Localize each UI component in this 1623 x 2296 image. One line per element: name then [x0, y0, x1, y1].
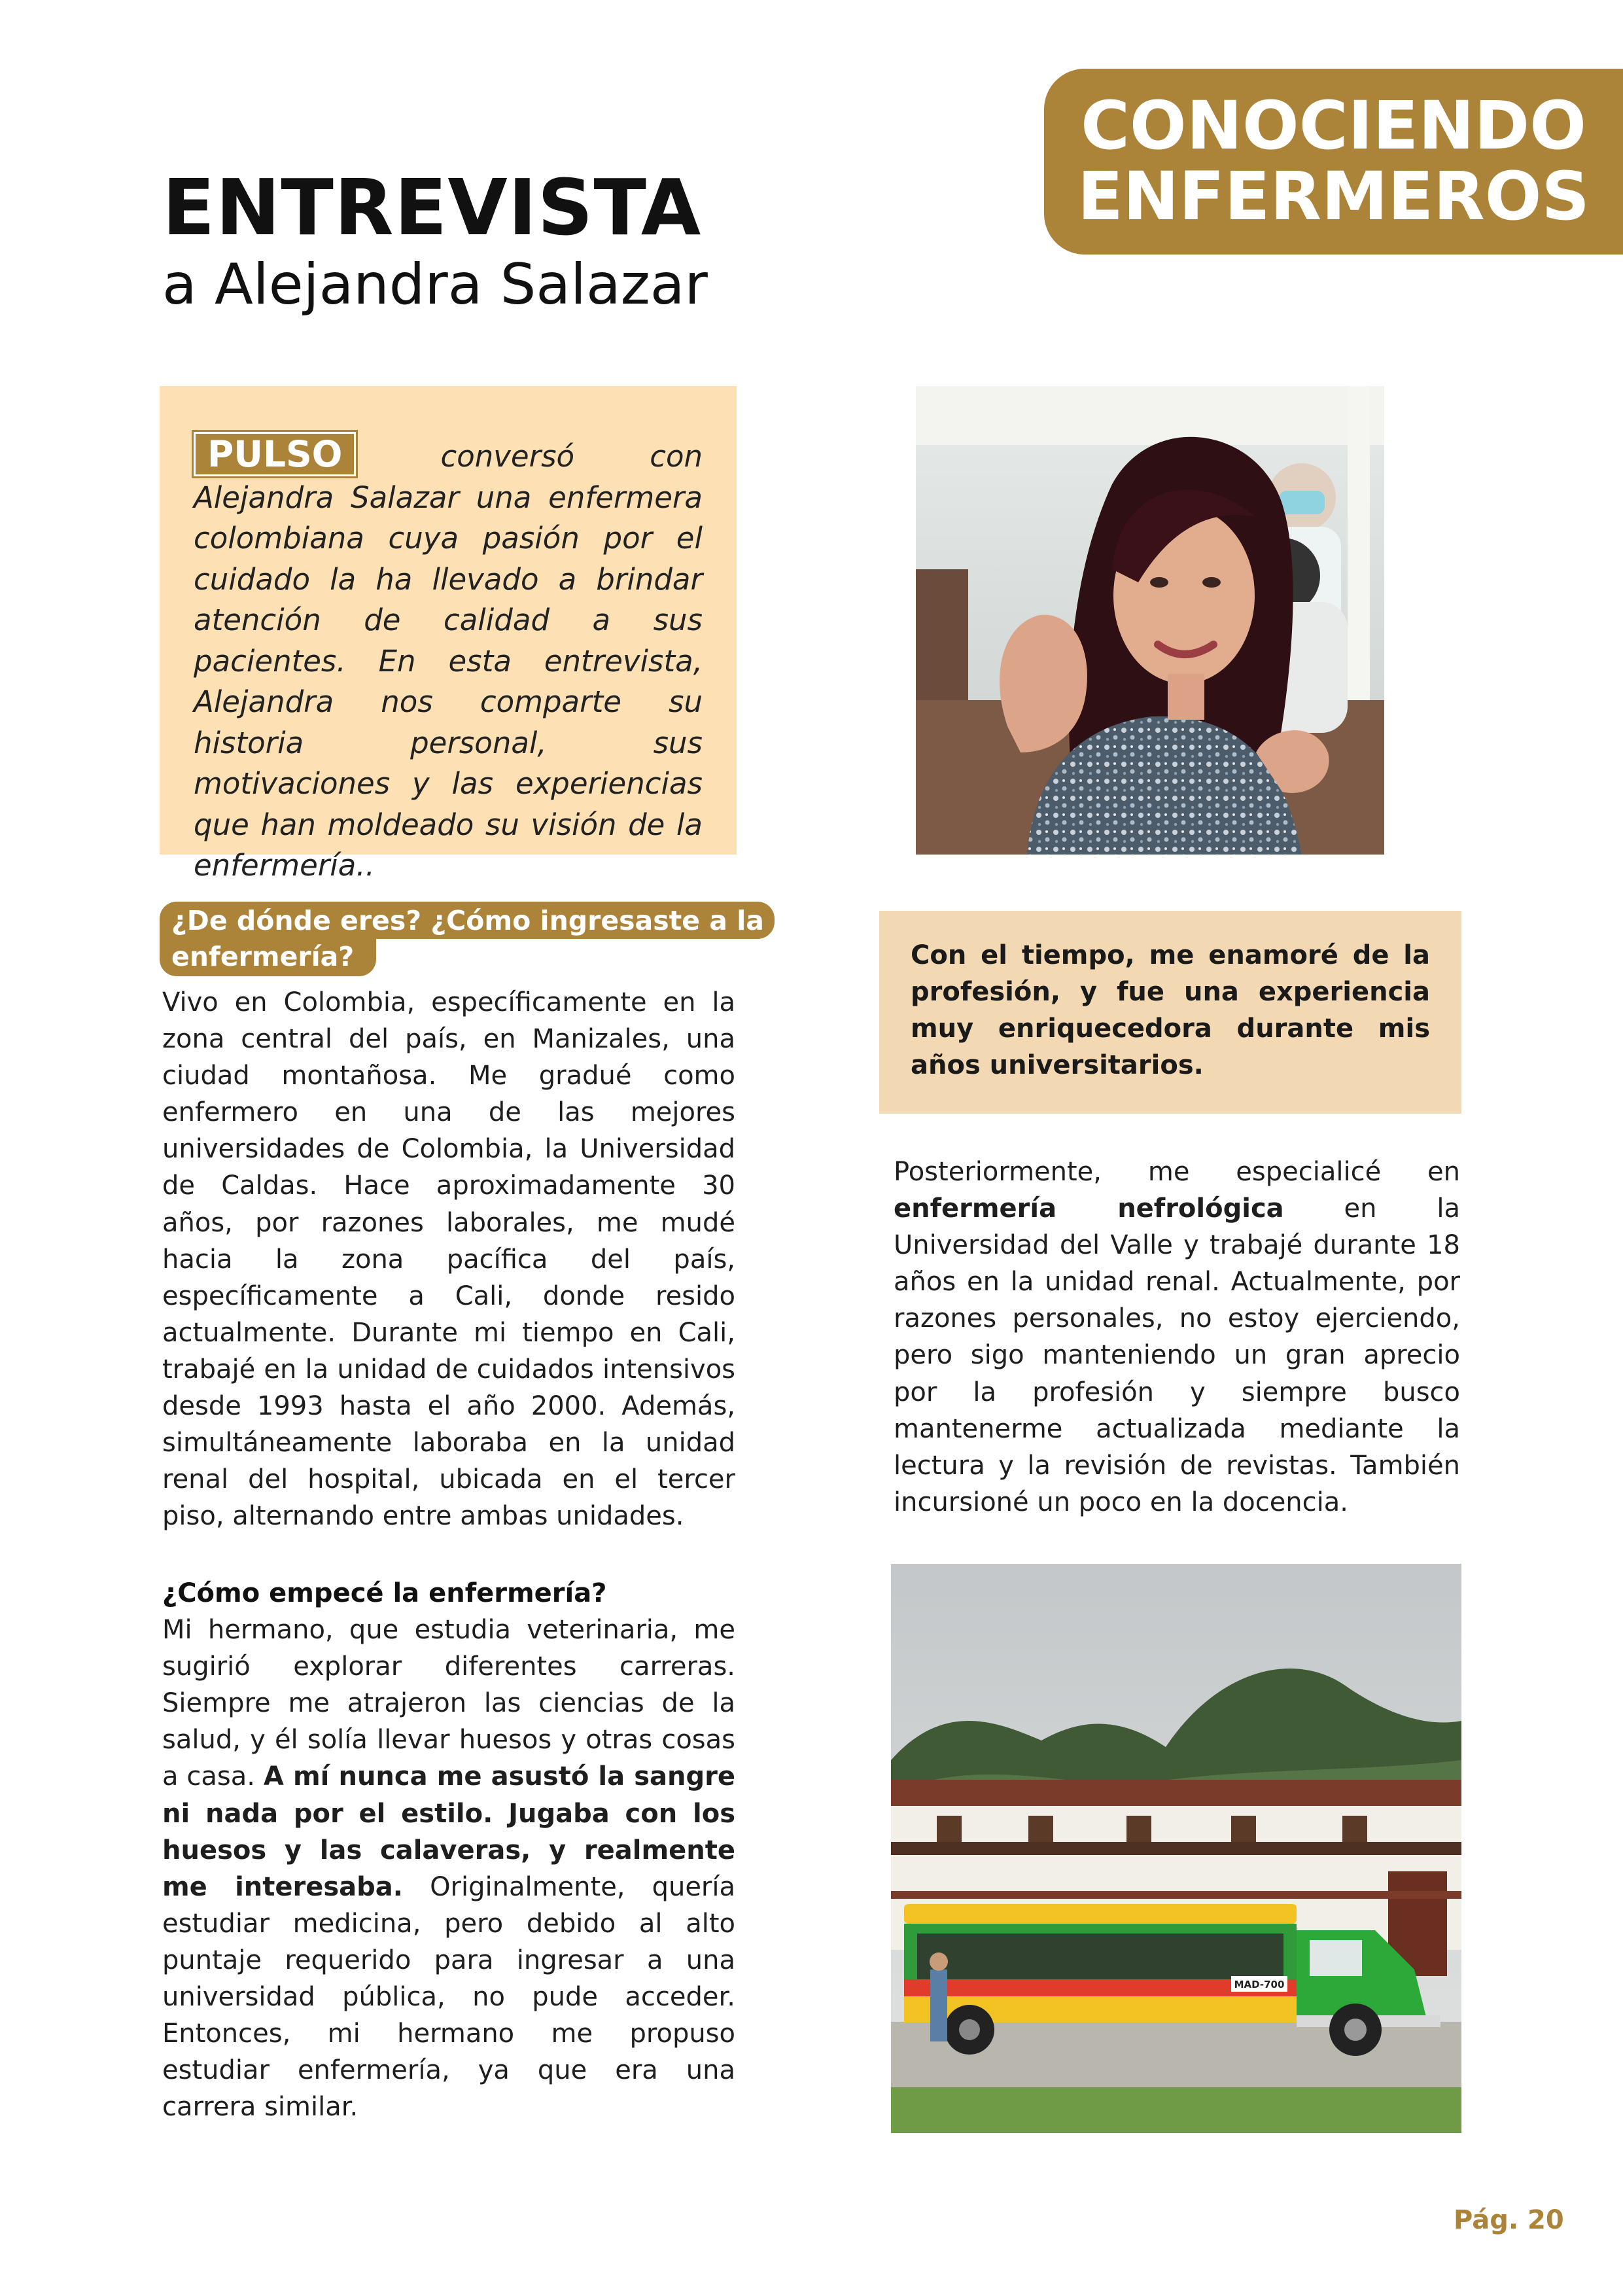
page-subtitle: a Alejandra Salazar	[162, 252, 708, 317]
answer-2-bold: A mí nunca me asustó la sangre ni nada por el estilo. Jugaba con los huesos y las calaveras, y realmente me interesaba.	[162, 1761, 736, 1902]
answer-2-block	[162, 1575, 735, 2125]
answer-3	[894, 1154, 1460, 1521]
question-1-line1: ¿De dónde eres? ¿Cómo ingresaste a la	[160, 902, 775, 939]
section-badge-line1: CONOCIENDO	[1081, 87, 1586, 165]
pulso-tag: PULSO	[194, 432, 356, 476]
answer-1	[162, 984, 735, 1534]
town-illustration	[891, 1564, 1461, 2133]
question-1	[160, 902, 775, 976]
bus-sign: MAD-700	[1234, 1979, 1285, 1990]
page-number: Pág. 20	[1454, 2205, 1564, 2235]
answer-3-text	[894, 1154, 1460, 1521]
answer-3-bold: enfermería nefrológica	[894, 1193, 1284, 1224]
question-1-line2: enfermería?	[160, 939, 376, 976]
page-title: ENTREVISTA	[162, 162, 702, 253]
answer-2-part1: Mi hermano, que estudia veterinaria, me sugirió explorar diferentes carreras. Siempre me atrajeron las ciencias de la salud, y él solía llevar huesos y otras cosas a casa.	[162, 1615, 735, 1792]
portrait-illustration	[916, 386, 1384, 855]
pull-quote: Con el tiempo, me enamoré de la profesión, y fue una experiencia muy enriquecedora durante mis años universitarios.	[879, 911, 1461, 1114]
intro-text: conversó con Alejandra Salazar una enfermera colombiana cuya pasión por el cuidado la ha llevado a brindar atención de calidad a sus pacientes. En esta entrevista, Alejandra nos comparte su historia personal, sus motivaciones y las experiencias que han moldeado su visión de la enfermería..	[194, 439, 703, 883]
portrait-photo	[916, 386, 1384, 855]
question-2: ¿Cómo empecé la enfermería?	[162, 1578, 607, 1608]
answer-3-part2: en la Universidad del Valle y trabajé durante 18 años en la unidad renal. Actualmente, por razones personales, no estoy ejerciendo, pero sigo manteniendo un gran aprecio por la profesión y siempre busco mantenerme actualizada mediante la lectura y la revisión de revistas. También incursioné un poco en la docencia.	[894, 1193, 1461, 1517]
town-photo	[891, 1564, 1461, 2133]
answer-2-text	[162, 1612, 735, 2125]
answer-1-text: Vivo en Colombia, específicamente en la zona central del país, en Manizales, una ciudad montañosa. Me gradué como enfermero en una de las mejores universidades de Colombia, la Universidad de Caldas. Hace aproximadamente 30 años, por razones laborales, me mudé hacia la zona pacífica del país, específicamente a Cali, donde resido actualmente. Durante mi tiempo en Cali, trabajé en la unidad de cuidados intensivos desde 1993 hasta el año 2000. Además, simultáneamente laboraba en la unidad renal del hospital, ubicada en el tercer piso, alternando entre ambas unidades.	[162, 987, 735, 1532]
section-badge-line2: ENFERMEROS	[1077, 158, 1590, 236]
section-badge	[1044, 69, 1623, 255]
intro-paragraph	[194, 432, 703, 887]
answer-3-part1: Posteriormente, me especialicé en	[894, 1157, 1460, 1187]
answer-2-part2: Originalmente, quería estudiar medicina, pero debido al alto puntaje requerido para ingresar a una universidad pública, no pude acceder. Entonces, mi hermano me propuso estudiar enfermería, ya que era una carrera similar.	[162, 1871, 735, 2123]
intro-box	[160, 386, 737, 883]
